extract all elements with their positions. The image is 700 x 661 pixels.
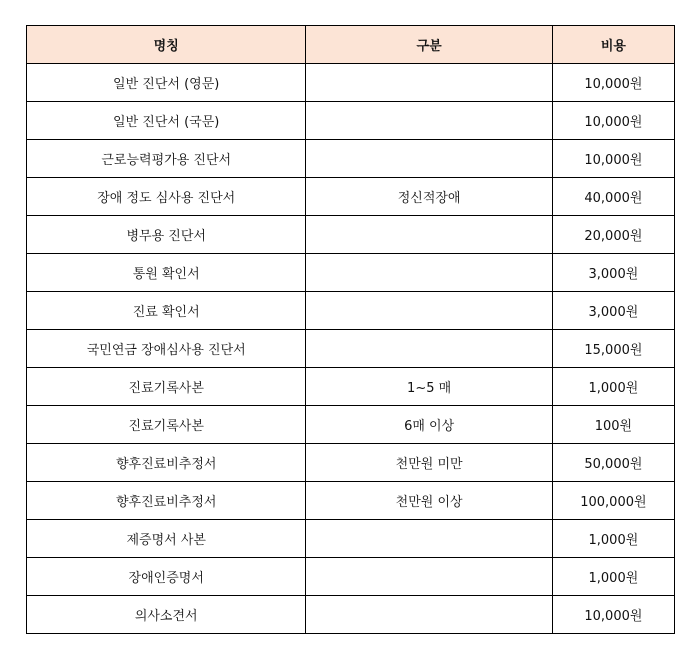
table-row (27, 64, 675, 102)
row-name: 향후진료비추정서 (27, 482, 306, 520)
row-name: 진료 확인서 (27, 292, 306, 330)
row-name: 장애 정도 심사용 진단서 (27, 178, 306, 216)
header-name: 명칭 (27, 26, 306, 64)
row-name: 진료기록사본 (27, 368, 306, 406)
row-type (306, 64, 552, 102)
table-row (27, 558, 675, 596)
row-name: 의사소견서 (27, 596, 306, 634)
table-row (27, 444, 675, 482)
row-fee: 100원 (552, 406, 674, 444)
row-type: 천만원 미만 (306, 444, 552, 482)
row-fee: 40,000원 (552, 178, 674, 216)
table-row (27, 140, 675, 178)
row-type (306, 292, 552, 330)
fee-table (26, 25, 675, 634)
row-fee: 10,000원 (552, 140, 674, 178)
header-fee: 비용 (552, 26, 674, 64)
row-name: 통원 확인서 (27, 254, 306, 292)
row-fee: 15,000원 (552, 330, 674, 368)
table-row (27, 292, 675, 330)
row-name: 향후진료비추정서 (27, 444, 306, 482)
row-fee: 20,000원 (552, 216, 674, 254)
row-type: 1~5 매 (306, 368, 552, 406)
row-fee: 10,000원 (552, 64, 674, 102)
row-type (306, 216, 552, 254)
row-name: 국민연금 장애심사용 진단서 (27, 330, 306, 368)
row-type: 천만원 이상 (306, 482, 552, 520)
row-type: 6매 이상 (306, 406, 552, 444)
row-fee: 3,000원 (552, 292, 674, 330)
row-type (306, 102, 552, 140)
header-type: 구분 (306, 26, 552, 64)
table-row (27, 102, 675, 140)
row-type: 정신적장애 (306, 178, 552, 216)
row-type (306, 596, 552, 634)
row-name: 병무용 진단서 (27, 216, 306, 254)
row-name: 근로능력평가용 진단서 (27, 140, 306, 178)
table-header-row (27, 26, 675, 64)
row-type (306, 520, 552, 558)
row-fee: 100,000원 (552, 482, 674, 520)
table-row (27, 216, 675, 254)
table-row (27, 406, 675, 444)
table-row (27, 596, 675, 634)
row-fee: 1,000원 (552, 368, 674, 406)
row-type (306, 140, 552, 178)
row-type (306, 254, 552, 292)
table-row (27, 520, 675, 558)
row-name: 장애인증명서 (27, 558, 306, 596)
table-row (27, 254, 675, 292)
row-name: 진료기록사본 (27, 406, 306, 444)
row-name: 일반 진단서 (국문) (27, 102, 306, 140)
row-type (306, 330, 552, 368)
table-row (27, 330, 675, 368)
row-fee: 10,000원 (552, 102, 674, 140)
row-fee: 1,000원 (552, 520, 674, 558)
row-fee: 3,000원 (552, 254, 674, 292)
row-fee: 10,000원 (552, 596, 674, 634)
table-row (27, 178, 675, 216)
row-fee: 1,000원 (552, 558, 674, 596)
table-row (27, 482, 675, 520)
table-row (27, 368, 675, 406)
row-name: 일반 진단서 (영문) (27, 64, 306, 102)
row-type (306, 558, 552, 596)
row-name: 제증명서 사본 (27, 520, 306, 558)
row-fee: 50,000원 (552, 444, 674, 482)
